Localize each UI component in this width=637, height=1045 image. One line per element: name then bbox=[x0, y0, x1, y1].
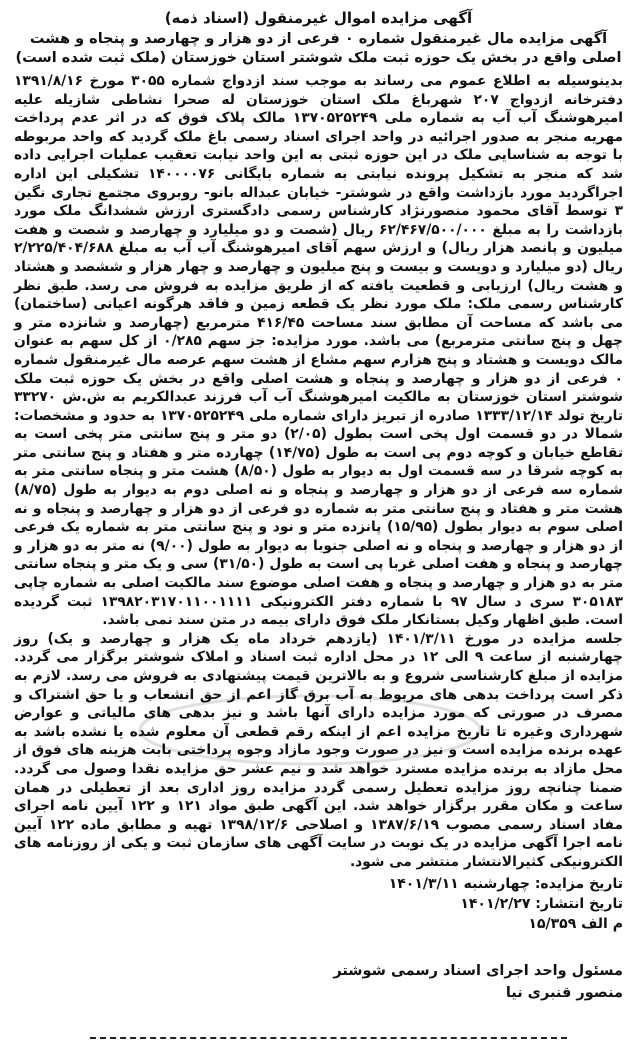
signature-name: منصور قنبری نیا bbox=[505, 984, 623, 1001]
signature-title: مسئول واحد اجرای اسناد رسمی شوشتر bbox=[333, 962, 623, 979]
bottom-divider bbox=[90, 1037, 567, 1039]
reference-number: م الف ۱۵/۳۵۹ bbox=[528, 915, 623, 932]
notice-title: آگهی مزایده اموال غیرمنقول (اسناد ذمه) bbox=[164, 9, 473, 27]
auction-date: تاریخ مزایده: چهارشنبه ۱۴۰۱/۳/۱۱ bbox=[388, 875, 623, 892]
publish-date: تاریخ انتشار: ۱۴۰۱/۲/۲۷ bbox=[460, 895, 623, 912]
notice-body-paragraph-1: بدینوسیله به اطلاع عموم می رساند به موجب سند ازدواج شماره ۳۰۵۵ مورخ ۱۳۹۱/۸/۱۶ دفترخانه ازدواج ۲۰۷ شهرباغ ملک استان خوزستان له صحرا نشاطی شازیله علیه امیرهوشنگ آب آب به شماره ملی ۱۳۷۰۵۲۵۲۴۹ مالک پلاک فوق که در اثر عدم پرداخت مهریه منجر به صدور اجرائیه در واحد اجرای اسناد رسمی باغ ملک گردید که واحد مربوطه با توجه به شناسایی ملک در این حوزه ثبتی به این واحد نیابت تعقیب عملیات اجرایی داده شد که منجر به تشکیل پرونده نیابتی به شماره بایگانی ۱۴۰۰۰۰۷۶ تشکیلی این اداره اجراگردید مورد بازداشت واقع در شوشتر- خیابان عبداله بانو- روبروی مجتمع تجاری نگین ۳ توسط آقای محمود منصورنژاد کارشناس رسمی دادگستری ارزش ششدانگ ملک مورد بازداشت را به مبلغ ۶۲/۴۶۷/۵۰۰/۰۰۰ ریال (شصت و دو میلیارد و چهارصد و شصت و هفت میلیون و پانصد هزار ریال) و ارزش سهم آقای امیرهوشنگ آب آب به مبلغ ۲/۲۲۵/۴۰۴/۶۸۸ ریال (دو میلیارد و دویست و بیست و پنج میلیون و چهارصد و چهار هزار و ششصد و هشتاد و هشت ریال) ارزیابی و قطعیت یافته که از طریق مزایده به فروش می رسد. طبق نظر کارشناس رسمی ملک: ملک مورد نظر یک قطعه زمین و فاقد هرگونه اعیانی (ساختمان) می باشد که مساحت آن مطابق سند مساحت ۴۱۶/۴۵ مترمربع (چهارصد و شانزده متر و چهل و پنج سانتی مترمربع) می باشد. مورد مزایده: جز سهم ۰/۲۸۵ از کل سهم به عنوان مالک دویست و هشتاد و پنج هزارم سهم مشاع از هشت سهم عرصه مال غیرمنقول شماره ۰ فرعی از دو هزار و چهارصد و پنجاه و هشت اصلی واقع در بخش یک حوزه ثبت ملک شوشتر استان خوزستان به مالکیت امیرهوشنگ آب آب فرزند عبدالکریم به ش.ش ۳۳۲۷۰ تاریخ تولد ۱۳۳۳/۱۲/۱۴ صادره از تبریز دارای شماره ملی ۱۳۷۰۵۲۵۲۴۹ به حدود و مشخصات: شمالا در دو قسمت اول پخی است بطول (۲/۰۵) دو متر و پنج سانتی متر پخی است به تقاطع خیابان و کوچه دوم پی است به طول (۱۴/۷۵) چهارده متر و هفتاد و پنج سانتی متر به کوچه شرقا در سه قسمت اول به دیوار به طول (۸/۵۰) هشت متر و پنجاه سانتی متر به شماره سه فرعی از دو هزار و چهارصد و پنجاه و نه اصلی دوم به دیوار به طول (۸/۷۵) هشت متر و هفتاد و پنج سانتی متر به شماره دو فرعی از دو هزار و چهارصد و پنجاه و نه اصلی سوم به دیوار بطول (۱۵/۹۵) پانزده متر و نود و پنج سانتی متر به شماره یک فرعی از دو هزار و چهارصد و پنجاه و نه اصلی جنوبا به دیوار به طول (۹/۰۰) نه متر به دو هزار و چهارصد و پنجاه و هفت اصلی غربا پی است به طول (۳۱/۵۰) سی و یک متر و پنجاه سانتی متر به دو هزار و چهارصد و پنجاه و هفت اصلی موضوع سند مالکیت اصلی به شماره چاپی ۳۰۵۱۸۳ سری د سال ۹۷ با شماره دفتر الکترونیکی ۱۳۹۸۲۰۳۱۷۰۱۱۰۰۱۱۱۱ ثبت گردیده است. طبق اظهار وکیل بستانکار ملک فوق دارای بیمه در متن سند نمی باشد. bbox=[14, 73, 624, 629]
notice-meta bbox=[14, 874, 623, 934]
notice-body-paragraph-2: جلسه مزایده در مورخ ۱۴۰۱/۳/۱۱ (یازدهم خرداد ماه یک هزار و چهارصد و یک) روز چهارشنبه از ساعت ۹ الی ۱۲ در محل اداره ثبت اسناد و املاک شوشتر برگزار می گردد. مزایده از مبلغ کارشناسی شروع و به بالاترین قیمت پیشنهادی به فروش می رسد. لازم به ذکر است پرداخت بدهی های مربوط به آب برق گاز اعم از حق انشعاب و یا حق اشتراک و مصرف در صورتی که مورد مزایده دارای آنها باشد و نیز بدهی های مالیاتی و عوارض شهرداری وغیره تا تاریخ مزایده اعم از اینکه رقم قطعی آن معلوم شده یا نشده باشد به عهده برنده مزایده است و نیز در صورت وجود مازاد وجوه پرداختی بابت هزینه های فوق از محل مازاد به برنده مزایده مسترد خواهد شد و نیم عشر حق مزایده نقدا وصول می گردد. ضمنا چنانچه روز مزایده تعطیل رسمی گردد مزایده روز اداری بعد از تعطیلی در همان ساعت و مکان مقرر برگزار خواهد شد. این آگهی طبق مواد ۱۲۱ و ۱۲۲ آیین نامه اجرای مفاد اسناد رسمی مصوب ۱۳۸۷/۶/۱۹ و اصلاحی ۱۳۹۸/۱۲/۶ تهیه و مطابق ماده ۱۲۲ آیین نامه اجرا آگهی مزایده در یک نوبت در سایت آگهی های سازمان ثبت و یکی از روزنامه های الکترونیکی کثیرالانتشار منتشر می شود. bbox=[14, 630, 624, 870]
notice-subtitle: آگهی مزایده مال غیرمنقول شماره ۰ فرعی از دو هزار و چهارصد و پنجاه و هشت اصلی واقع در بخش یک حوزه ثبت ملک شوشتر استان خوزستان (ملک ثبت شده است) bbox=[15, 31, 622, 66]
signature-block bbox=[14, 960, 623, 1004]
